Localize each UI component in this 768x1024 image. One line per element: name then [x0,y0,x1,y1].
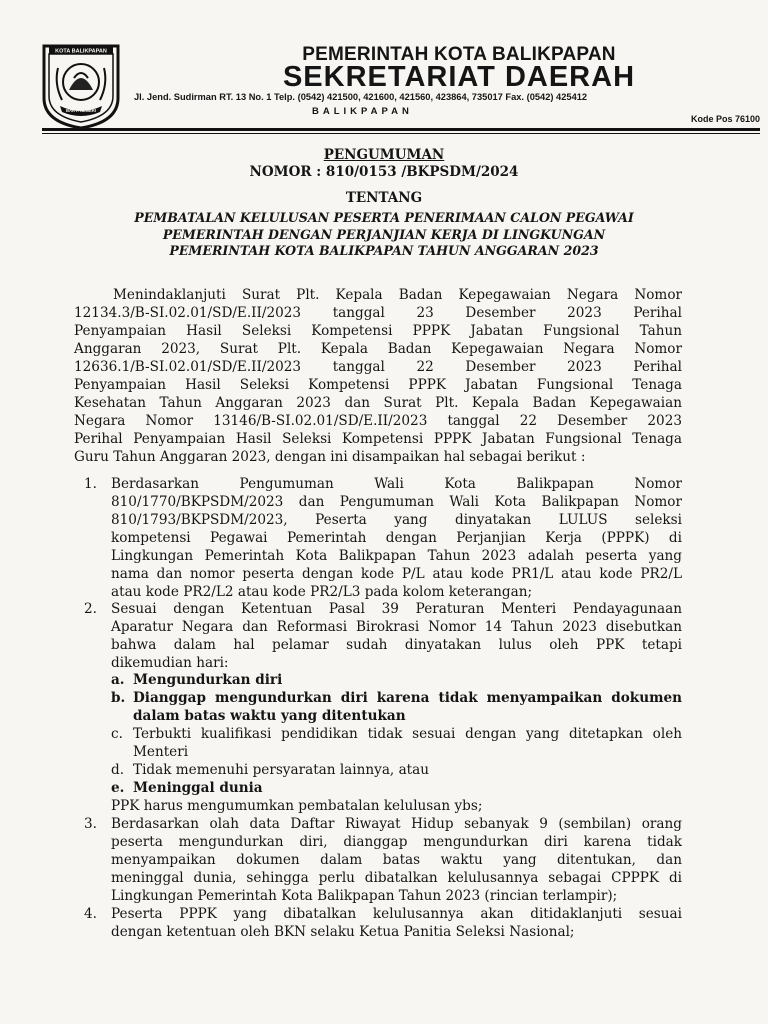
sub-item-line: Dianggap mengundurkan diri karena tidak menyampaikan dokumen [133,690,682,706]
sub-item-line: Mengundurkan diri [133,672,283,688]
sub-item-line: Meninggal dunia [133,780,263,796]
intro-line: Guru Tahun Anggaran 2023, dengan ini disampaikan hal sebagai berikut : [74,449,586,465]
intro-line: Negara Nomor 13146/B-SI.02.01/SD/E.II/2023 tanggal 22 Desember 2023 [74,413,682,429]
sub-item-line: Menteri [133,744,189,760]
office-name: SEKRETARIAT DAERAH [282,61,636,93]
sub-item-letter: c. [111,726,123,742]
list-item-line: Berdasarkan olah data Daftar Riwayat Hidup sebanyak 9 (sembilan) orang [111,816,682,832]
intro-line: Penyampaian Hasil Seleksi Kompetensi PPPK Jabatan Fungsional Tenaga [74,377,682,393]
letterhead-divider-thin [42,133,760,134]
sub-item-letter: e. [111,780,125,796]
subject-line: PEMERINTAH DENGAN PERJANJIAN KERJA DI LINGKUNGAN [162,226,606,242]
document-title: PENGUMUMAN [323,147,445,163]
intro-line: Kesehatan Tahun Anggaran 2023 dan Surat Plt. Kepala Badan Kepegawaian [74,395,682,411]
document-about-label: TENTANG [345,190,423,206]
sub-item-letter: a. [111,672,125,688]
sub-item-line: Tidak memenuhi persyaratan lainnya, atau [133,762,429,778]
list-item-number: 3. [84,816,97,832]
office-address: Jl. Jend. Sudirman RT. 13 No. 1 Telp. (0542) 421500, 421600, 421560, 423864, 735017 Fax. (0542) 425412 [134,92,588,102]
sub-item-line: Terbukti kualifikasi pendidikan tidak sesuai dengan yang ditetapkan oleh [133,726,682,742]
list-item-line: Lingkungan Pemerintah Kota Balikpapan Tahun 2023 (rincian terlampir); [111,888,618,904]
list-item-line: nama dan nomor peserta dengan kode P/L atau kode PR1/L atau kode PR2/L [111,566,682,582]
list-item-line: Sesuai dengan Ketentuan Pasal 39 Peraturan Menteri Pendayagunaan [111,601,682,617]
intro-line: 12134.3/B-SI.02.01/SD/E.II/2023 tanggal 23 Desember 2023 Perihal [74,305,682,321]
list-item-line: Lingkungan Pemerintah Kota Balikpapan Tahun 2023 adalah peserta yang [111,548,682,564]
postal-code: Kode Pos 76100 [690,114,760,124]
intro-line: Menindaklanjuti Surat Plt. Kepala Badan Kepegawaian Negara Nomor [113,287,682,303]
logo-banner-text: KOTA BALIKPAPAN [55,48,107,55]
list-item-line: 810/1770/BKPSDM/2023 dan Pengumuman Wali Kota Balikpapan Nomor [111,494,682,510]
list-item-line: Peserta PPPK yang dibatalkan kelulusannya akan ditidaklanjuti sesuai [111,906,682,922]
letterhead-divider-thick [42,128,760,131]
city-emblem-logo [40,38,122,130]
list-item-number: 2. [84,601,97,617]
logo-motto-text: BAKTI NEGERI [65,108,97,113]
list-item-number: 4. [84,906,97,922]
list-item-line: bahwa dalam hal pelamar sudah dinyatakan lulus oleh PPK tetapi [111,637,682,653]
intro-line: Perihal Penyampaian Hasil Seleksi Kompetensi PPPK Jabatan Fungsional Tenaga [74,431,682,447]
list-item-closing: PPK harus mengumumkan pembatalan kelulusan ybs; [111,798,483,814]
subject-line: PEMERINTAH KOTA BALIKPAPAN TAHUN ANGGARAN 2023 [169,243,599,258]
subject-line: PEMBATALAN KELULUSAN PESERTA PENERIMAAN CALON PEGAWAI [134,210,634,225]
office-city: BALIKPAPAN [312,106,413,117]
list-item-line: Berdasarkan Pengumuman Wali Kota Balikpapan Nomor [111,476,682,492]
list-item-line: meninggal dunia, sehingga perlu dibatalkan kelulusannya sebagai CPPPK di [111,870,682,886]
intro-line: Anggaran 2023, Surat Plt. Kepala Badan Kepegawaian Negara Nomor [74,341,682,357]
list-item-line: Aparatur Negara dan Reformasi Birokrasi Nomor 14 Tahun 2023 disebutkan [111,619,682,635]
list-item-line: kompetensi Pegawai Pemerintah dengan Perjanjian Kerja (PPPK) di [111,530,682,546]
sub-item-line: dalam batas waktu yang ditentukan [133,708,406,724]
document-subject [100,210,668,260]
government-name: PEMERINTAH KOTA BALIKPAPAN [302,44,616,65]
list-item-line: atau kode PR2/L2 atau kode PR2/L3 pada kolom keterangan; [111,584,533,600]
list-item-line: peserta mengundurkan diri, dianggap mengundurkan diri karena tidak [111,834,682,850]
document-number: NOMOR : 810/0153 /BKPSDM/2024 [249,164,519,180]
sub-item-letter: b. [111,690,126,706]
list-item-line: dengan ketentuan oleh BKN selaku Ketua Panitia Seleksi Nasional; [111,924,575,940]
intro-line: 12636.1/B-SI.02.01/SD/E.II/2023 tanggal 22 Desember 2023 Perihal [74,359,682,375]
list-item-number: 1. [84,476,97,492]
intro-line: Penyampaian Hasil Seleksi Kompetensi PPPK Jabatan Fungsional Tahun [74,323,682,339]
list-item-line: menyampaikan dokumen dalam batas waktu yang ditentukan, dan [111,852,682,868]
list-item-line: 810/1793/BKPSDM/2023, Peserta yang dinyatakan LULUS seleksi [111,512,682,528]
list-item-line: dikemudian hari: [111,655,229,671]
sub-item-letter: d. [111,762,125,778]
